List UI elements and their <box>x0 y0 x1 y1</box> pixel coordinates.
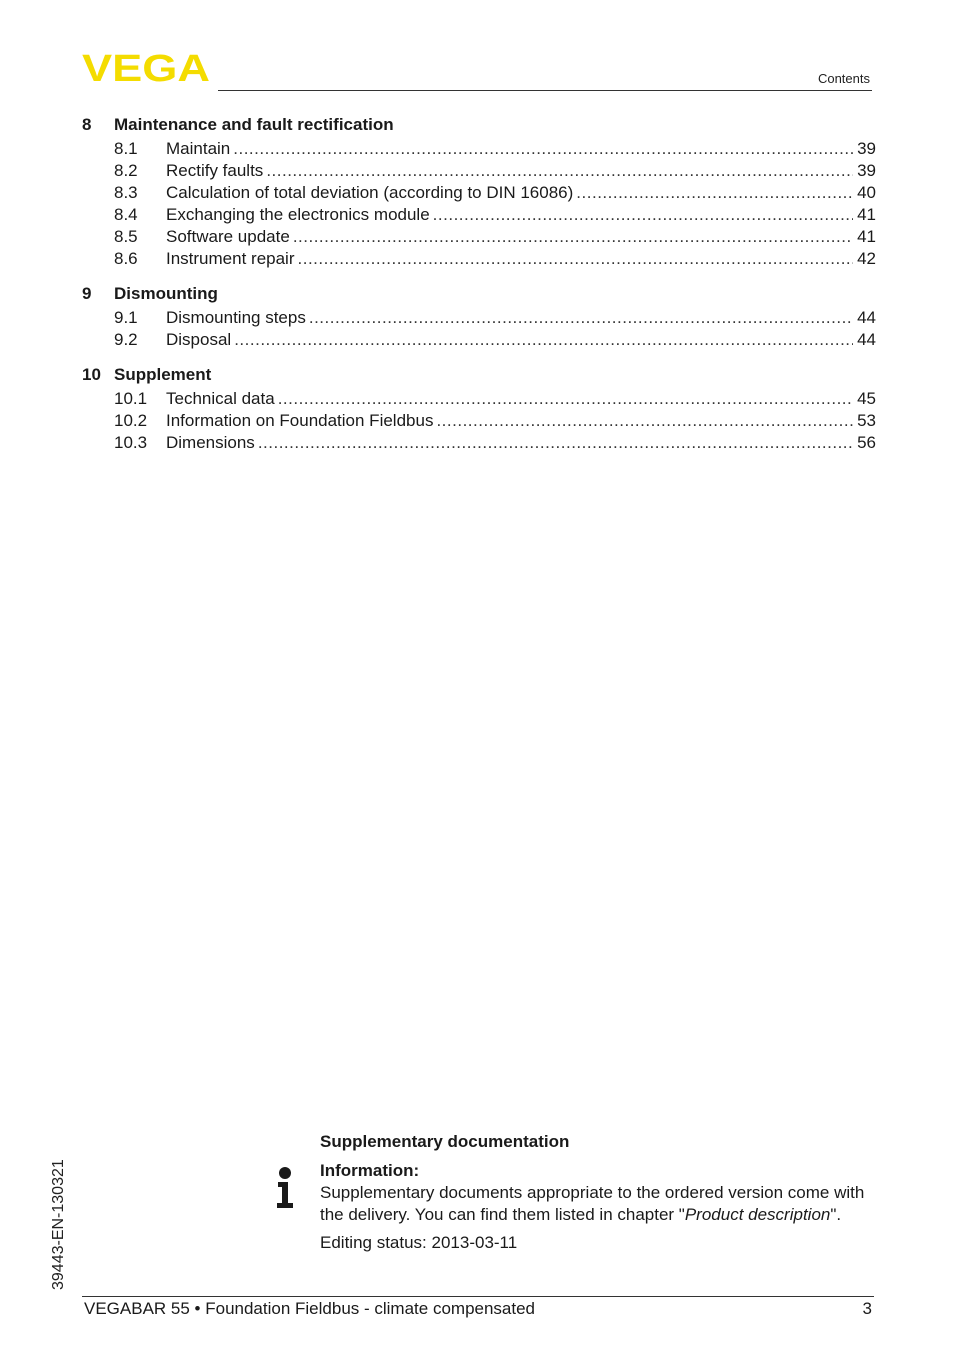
toc-dot-leader <box>576 182 853 204</box>
toc-chapter <box>82 282 876 351</box>
toc-entry-title: Software update <box>166 227 290 246</box>
toc-entry-page: 39 <box>857 161 876 180</box>
toc-entry-title: Information on Foundation Fieldbus <box>166 411 434 430</box>
toc-entry[interactable] <box>82 432 876 454</box>
toc-entry-title: Maintain <box>166 139 231 158</box>
toc-entry-page: 56 <box>857 433 876 452</box>
toc-entry-title: Exchanging the electronics module <box>166 205 430 224</box>
toc-dot-leader <box>436 410 853 432</box>
toc-entry[interactable] <box>82 248 876 270</box>
toc-chapter-title: Maintenance and fault rectification <box>114 115 394 134</box>
footer-divider <box>82 1296 874 1297</box>
toc-entry-number: 8.6 <box>114 249 138 268</box>
svg-text:VEGA: VEGA <box>82 51 210 83</box>
toc-entry-page: 45 <box>857 389 876 408</box>
footer-document-title: VEGABAR 55 • Foundation Fieldbus - climate compensated <box>84 1299 536 1318</box>
toc-entry-number: 8.5 <box>114 227 138 246</box>
toc-entry-number: 9.2 <box>114 330 138 349</box>
editing-status: Editing status: 2013-03-11 <box>320 1233 518 1252</box>
toc-entry-title: Technical data <box>166 389 275 408</box>
info-text-part: ". <box>830 1205 842 1224</box>
toc-dot-leader <box>433 204 853 226</box>
toc-chapter-title: Dismounting <box>114 284 218 303</box>
toc-entry[interactable] <box>82 160 876 182</box>
toc-entry-number: 10.2 <box>114 411 148 430</box>
toc-entry[interactable] <box>82 307 876 329</box>
supplementary-title: Supplementary documentation <box>320 1132 570 1151</box>
toc-entry-page: 42 <box>857 249 876 268</box>
toc-entry-title: Instrument repair <box>166 249 295 268</box>
toc-chapter-number: 9 <box>82 284 92 303</box>
header-divider <box>218 90 872 91</box>
toc-entry-title: Disposal <box>166 330 232 349</box>
toc-entry-number: 8.2 <box>114 161 138 180</box>
toc-entry-number: 10.3 <box>114 433 148 452</box>
toc-chapter-number: 8 <box>82 115 92 134</box>
toc-entry-page: 40 <box>857 183 876 202</box>
toc-dot-leader <box>298 248 854 270</box>
toc-entry-title: Calculation of total deviation (according to DIN 16086) <box>166 183 574 202</box>
toc-chapter-heading[interactable] <box>82 282 876 306</box>
toc-dot-leader <box>309 307 853 329</box>
information-label: Information: <box>320 1161 420 1180</box>
supplementary-documentation <box>320 1131 876 1254</box>
toc-chapter-heading[interactable] <box>82 363 876 387</box>
toc-entry[interactable] <box>82 182 876 204</box>
toc-entry-number: 8.3 <box>114 183 138 202</box>
toc-entry[interactable] <box>82 388 876 410</box>
toc-entry-number: 10.1 <box>114 389 148 408</box>
toc-dot-leader <box>266 160 853 182</box>
toc-chapter-title: Supplement <box>114 365 212 384</box>
toc-dot-leader <box>233 138 853 160</box>
toc-entry[interactable] <box>82 204 876 226</box>
toc-entry-page: 41 <box>857 205 876 224</box>
toc-entry-page: 41 <box>857 227 876 246</box>
toc-entry-number: 8.1 <box>114 139 138 158</box>
toc-dot-leader <box>234 329 853 351</box>
toc-entry-title: Rectify faults <box>166 161 264 180</box>
chapter-reference: Product description <box>684 1205 831 1224</box>
toc-chapter <box>82 363 876 454</box>
toc-entry-page: 53 <box>857 411 876 430</box>
toc-dot-leader <box>293 226 853 248</box>
header-section-label: Contents <box>817 71 870 86</box>
toc-entry-number: 8.4 <box>114 205 138 224</box>
toc-entry-number: 9.1 <box>114 308 138 327</box>
toc-entry-title: Dismounting steps <box>166 308 306 327</box>
toc-entry[interactable] <box>82 138 876 160</box>
vega-logo <box>82 51 212 83</box>
info-icon <box>276 1167 294 1209</box>
footer-page-number: 3 <box>862 1299 872 1318</box>
toc-entry-page: 39 <box>857 139 876 158</box>
toc-entry[interactable] <box>82 329 876 351</box>
toc-chapter-number: 10 <box>82 365 101 384</box>
toc-chapter <box>82 113 876 270</box>
information-text <box>320 1182 876 1226</box>
toc-entry-page: 44 <box>857 330 876 349</box>
document-code: 39443-EN-130321 <box>50 1159 67 1290</box>
toc-dot-leader <box>258 432 853 454</box>
toc-entry-page: 44 <box>857 308 876 327</box>
toc-entry-title: Dimensions <box>166 433 255 452</box>
info-text-part: Supplementary documents appropriate to the ordered version come with the delivery. You can find them listed in chapter " <box>320 1183 865 1224</box>
toc-entry[interactable] <box>82 226 876 248</box>
toc-chapter-heading[interactable] <box>82 113 876 137</box>
toc-dot-leader <box>278 388 853 410</box>
table-of-contents <box>82 113 876 466</box>
toc-entry[interactable] <box>82 410 876 432</box>
